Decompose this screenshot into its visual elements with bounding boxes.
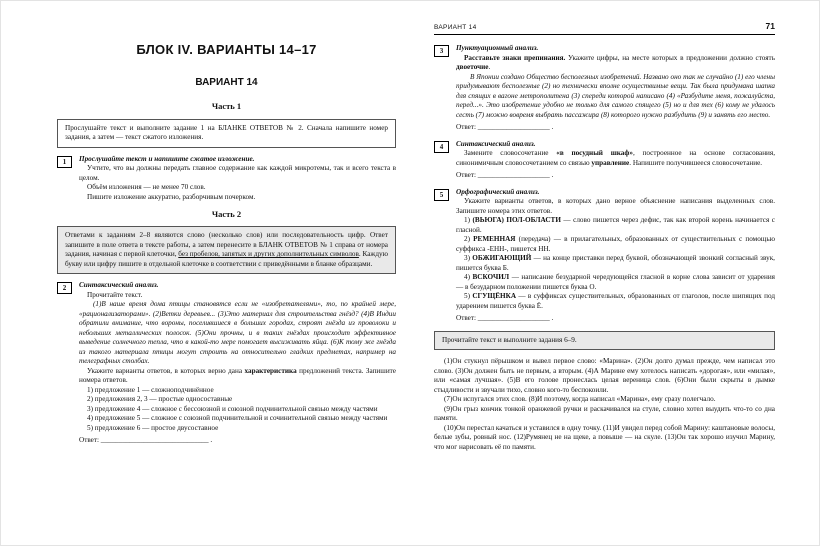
task-2-number-badge: 2 bbox=[57, 282, 72, 294]
task-1 bbox=[57, 155, 396, 203]
option-number: 3) bbox=[464, 254, 473, 263]
option-text: — слово пишется через дефис, так как второй корень начинается с гласной. bbox=[456, 216, 775, 234]
block-title: БЛОК IV. ВАРИАНТЫ 14–17 bbox=[136, 42, 317, 57]
task-5 bbox=[434, 188, 775, 324]
task-1-paragraph: Пишите изложение аккуратно, разборчивым почерком. bbox=[87, 192, 256, 201]
task-1-paragraph: Учтите, что вы должны передать главное содержание как каждой микротемы, так и всего текста в целом. bbox=[79, 164, 396, 182]
part2-instruction-post: . Каждую букву или цифру пишите в отдельной клеточке в соответствии с приведёнными в бланке образцами. bbox=[65, 250, 388, 268]
task-2 bbox=[57, 281, 396, 446]
reading-instruction-text: Прочитайте текст и выполните задания 6–9. bbox=[442, 335, 577, 344]
header-variant-label: ВАРИАНТ 14 bbox=[434, 23, 477, 31]
task-4-title: Синтаксический анализ. bbox=[456, 139, 536, 148]
part1-instruction-text: Прослушайте текст и выполните задание 1 на БЛАНКЕ ОТВЕТОВ № 2. Сначала напишите номер задания, а затем — текст сжатого изложения. bbox=[65, 123, 388, 142]
reading-paragraph: (10)Он перестал качаться и уставился в одну точку. (11)И увидел перед собой Марину: каштановые волосы, белые зубы, ровный нос. (12)Румянец не на щеке, а повыше — на скуле. (13)Он так хорошо изучил Марину, что мог нарисовать её по памяти. bbox=[434, 423, 775, 451]
reading-paragraph: (9)Он грыз кончик тонкой оранжевой ручки и раскачивался на стуле, словно хотел выудить что-то со дна памяти. bbox=[434, 404, 775, 423]
task-5-title: Орфографический анализ. bbox=[456, 187, 540, 196]
header-page-number: 71 bbox=[765, 21, 775, 31]
part2-instruction-underlined: без пробелов, запятых и других дополнительных символов bbox=[178, 250, 359, 259]
task-5-instruction: Укажите варианты ответов, в которых дано верное объяснение написания выделенных слов. Запишите номера этих ответов. bbox=[456, 197, 775, 215]
task-4 bbox=[434, 140, 775, 181]
task-3-title: Пунктуационный анализ. bbox=[456, 44, 539, 53]
part1-heading: Часть 1 bbox=[211, 101, 242, 112]
reading-instruction-box bbox=[434, 331, 775, 351]
task-2-option: 5) предложение 6 — простое двусоставное bbox=[87, 423, 219, 432]
option-text: — на конце приставки перед буквой, обозначающей звонкий согласный звук, пишется буква Б. bbox=[456, 254, 775, 272]
task-2-source-text: (1)В наше время дома птицы становятся если не «изобретателями», то, по крайней мере, «рационализаторами». (2)Ветки деревьев... (3)Это материал для строительства гнёзд? (4)В Индии обратили внимание, что вороны, поселившиеся в больших городах, строят гнёзда из проволоки и небольших металлических полосок. (5)Они прочны, и в таких гнёздах происходит эффективное выведение солнечного тепла, что в какой-то мере помогает высиживать яйца. (6)К тому же гнёзда из такого материала птицы могут строить на относительно гладких предметах, например на телеграфных столбах. bbox=[79, 300, 396, 366]
task-4-instruction-pre: Замените словосочетание bbox=[464, 149, 557, 158]
option-term: (ВЬЮГА) ПОЛ-ОБЛАСТИ bbox=[472, 216, 561, 225]
task-2-option: 3) предложение 4 — сложное с бессоюзной и союзной подчинительной связью между частями bbox=[87, 404, 378, 413]
option-term: ВСКОЧИЛ bbox=[472, 273, 510, 282]
task-2-option: 2) предложения 2, 3 — простые односоставные bbox=[87, 395, 233, 404]
part2-heading: Часть 2 bbox=[211, 209, 242, 220]
task-3-answer-line: Ответ: ____________________ . bbox=[456, 123, 554, 132]
task-4-phrase-bold: «в посудный шкаф» bbox=[556, 149, 633, 158]
task-2-body bbox=[79, 281, 396, 446]
task-5-option bbox=[456, 235, 775, 254]
task-2-option: 1) предложение 1 — сложноподчинённое bbox=[87, 385, 214, 394]
task-3-number-badge: 3 bbox=[434, 45, 449, 57]
task-5-option bbox=[456, 273, 775, 292]
option-number: 1) bbox=[464, 216, 473, 225]
part2-instruction-text bbox=[65, 231, 388, 269]
task-2-question bbox=[79, 367, 396, 386]
option-term: СГУЩЁНКА bbox=[472, 292, 517, 301]
task-2-answer-line: Ответ: ______________________________ . bbox=[79, 436, 213, 445]
part1-instruction-box bbox=[57, 119, 396, 148]
task-5-number-badge: 5 bbox=[434, 189, 449, 201]
task-3 bbox=[434, 44, 775, 133]
reading-paragraph: (7)Он испугался этих слов. (8)И поэтому, когда написал «Марина», ему сразу полегчало. bbox=[444, 395, 716, 404]
task-5-body bbox=[456, 188, 775, 324]
option-text: — в суффиксах существительных, образованных от глаголов, после шипящих под ударением пишется буква Ё. bbox=[456, 292, 775, 310]
option-term: РЕМЕННАЯ bbox=[473, 235, 516, 244]
task-2-question-post: предложений текста. Запишите номера ответов. bbox=[79, 366, 396, 385]
task-4-instruction-mid: , построенное на основе согласования, синонимичным словосочетанием со связью bbox=[456, 149, 775, 167]
task-2-option: 4) предложение 5 — сложное с союзной подчинительной и сочинительной связью между частями bbox=[87, 414, 388, 423]
task-5-answer-line: Ответ: ____________________ . bbox=[456, 314, 554, 323]
task-2-question-bold: характеристика bbox=[244, 366, 297, 375]
task-3-source-text: В Японии создано Общество бесполезных изобретений. Названо оно так не случайно (1) его члены придумывают бесполезные (2) но технически вполне осуществимые вещи. Так была придумана шапка для спящих в вагоне метрополитена (3) спереди которой написано (4) «Разбудите меня, пожалуйста, перед...». Это изобретение удобно не только для самого спящего (5) но и для тех (6) кому не удалось сесть (7) можно вовремя выбрать пассажира (8) которого нужно разбудить (9) и занять его место. bbox=[456, 72, 775, 119]
task-3-instruction bbox=[456, 54, 775, 73]
task-4-instruction-end: . Напишите получившееся словосочетание. bbox=[629, 158, 763, 167]
task-2-question-pre: Укажите варианты ответов, в которых верно дана bbox=[87, 366, 245, 375]
option-number: 5) bbox=[464, 292, 473, 301]
task-5-option bbox=[456, 292, 775, 311]
task-4-term-bold: управление bbox=[591, 158, 630, 167]
option-text: — в прилагательных, образованных от существительных с помощью суффикса -ЕНН-, пишется НН. bbox=[456, 235, 775, 253]
task-3-body bbox=[456, 44, 775, 133]
task-5-option bbox=[456, 254, 775, 273]
task-3-instruction-end: . bbox=[488, 63, 491, 72]
part2-instruction-box bbox=[57, 226, 396, 274]
task-4-number-badge: 4 bbox=[434, 141, 449, 153]
task-4-answer-line: Ответ: ____________________ . bbox=[456, 171, 554, 180]
task-1-title: Прослушайте текст и напишите сжатое изложение. bbox=[79, 154, 255, 163]
option-term: ОБЖИГАЮЩИЙ bbox=[472, 254, 532, 263]
page-header bbox=[434, 21, 775, 35]
task-1-number-badge: 1 bbox=[57, 156, 72, 168]
task-2-subtitle: Прочитайте текст. bbox=[87, 290, 143, 299]
option-number: 4) bbox=[464, 273, 473, 282]
task-1-body bbox=[79, 155, 396, 203]
task-5-option bbox=[456, 216, 775, 235]
task-3-instruction-mid: Укажите цифры, на месте которых в предложении должно стоять bbox=[565, 53, 775, 62]
task-4-instruction bbox=[456, 149, 775, 168]
task-2-title: Синтаксический анализ. bbox=[79, 281, 159, 290]
task-4-body bbox=[456, 140, 775, 181]
task-1-paragraph: Объём изложения — не менее 70 слов. bbox=[87, 183, 206, 192]
task-3-instruction-bold2: двоеточие bbox=[456, 63, 489, 72]
part2-instruction-pre: Ответами к заданиям 2–8 являются слово (несколько слов) или последовательность цифр. Ответ запишите в поле ответа в тексте работы, а затем перенесите в БЛАНК ОТВЕТОВ № 1 справа от номера задания, начиная с первой клеточки, bbox=[65, 231, 388, 259]
option-number: 2) bbox=[464, 235, 474, 244]
reading-paragraph: (1)Он стукнул пёрышком и вывел первое слово: «Марина». (2)Он долго думал прежде, чем написал это слово. (3)Он должен быть не первым, а вторым. (4)А Марине ему хотелось написать «дорогая», или «милая», или «самая лучшая». (5)В его голове пронеслась целая вереница слов. (6)Они были скрыты в дымке стыдливости и звучали тихо, словно кого-то беспокоили. bbox=[434, 357, 775, 394]
option-mid: (передача) bbox=[515, 235, 551, 244]
variant-title: ВАРИАНТ 14 bbox=[195, 77, 258, 89]
task-3-instruction-bold1: Расставьте знаки препинания. bbox=[464, 53, 566, 62]
page-left bbox=[1, 1, 410, 546]
reading-text bbox=[434, 357, 775, 452]
page-right bbox=[410, 1, 819, 546]
option-text: — написание безударной чередующейся гласной в корне слова зависит от ударения — в безударном положении пишется буква О. bbox=[456, 273, 775, 291]
